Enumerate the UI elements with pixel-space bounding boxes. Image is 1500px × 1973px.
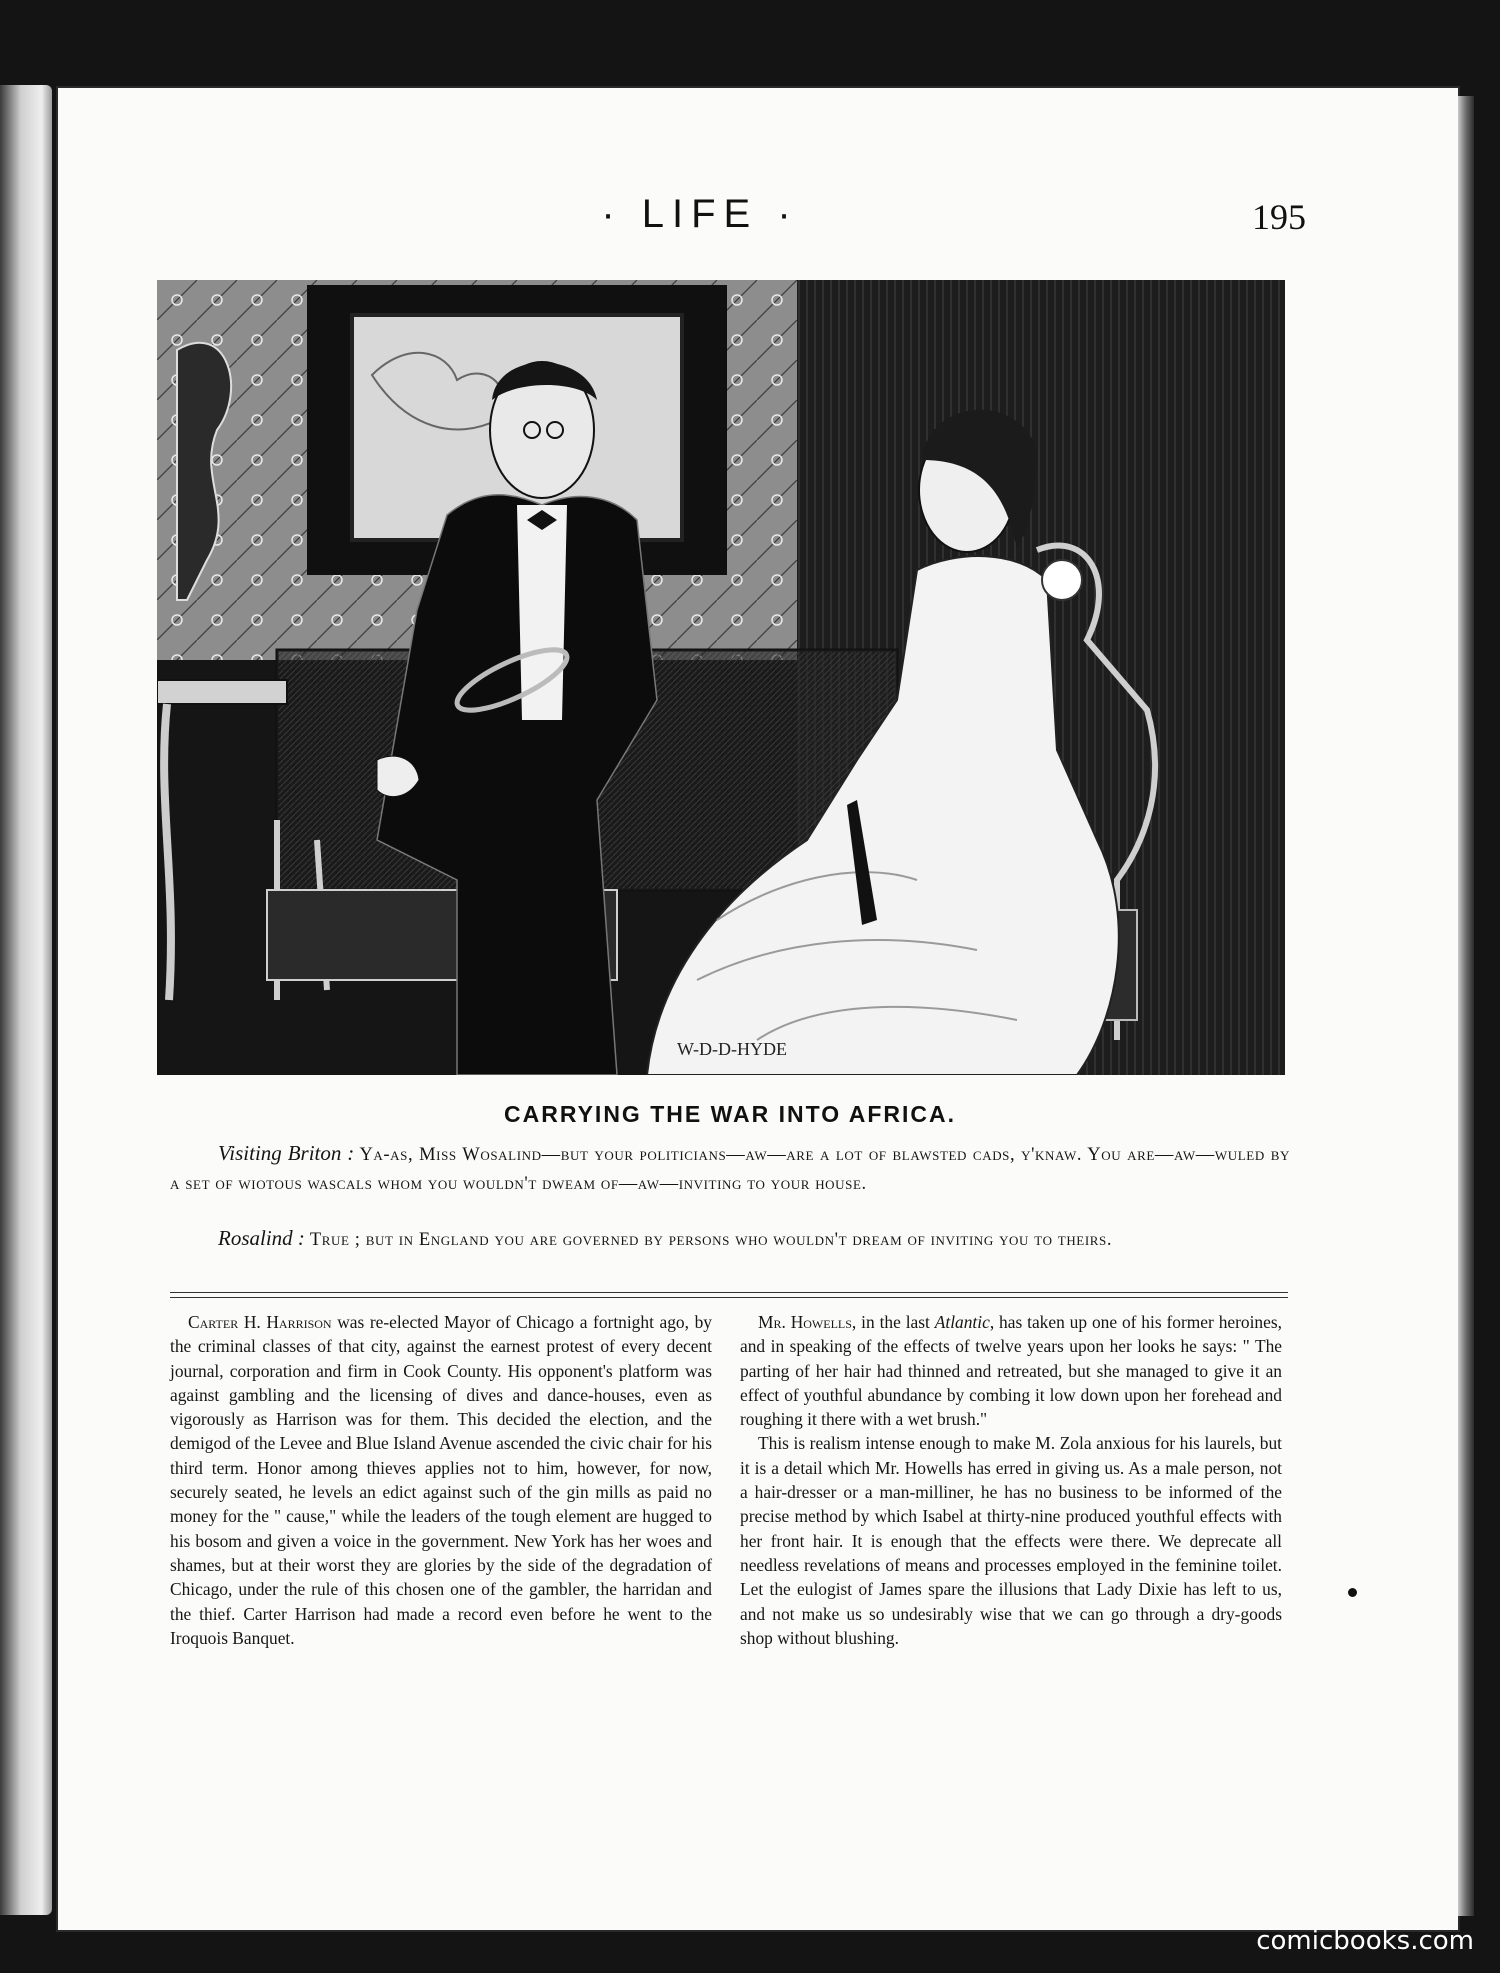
dialogue-text: Ya-as, Miss Wosalind—but your politicians—aw—are a lot of blawsted cads, y'knaw. You are—aw—wuled by a set of wiotous wascals whom you wouldn't dweam of—aw—inviting to your house. (170, 1145, 1290, 1194)
speaker-name: Rosalind : (218, 1226, 305, 1250)
article-body: in the last (861, 1312, 930, 1332)
engraving-couple-parlor-icon (157, 280, 1285, 1075)
article-body: , has taken up one of his former heroines, and in speaking of the effects of twelve years upon her looks he says: " The parting of her hair had thinned and retreated, but she managed to give it an effect of youthful abundance by combing it low down upon her forehead and roughing it there with a wet brush." (740, 1312, 1282, 1430)
article-paragraph: This is realism intense enough to make M. Zola anxious for his laurels, but it is a detail which Mr. Howells has erred in giving us. As a male person, not a hair-dresser or a man-milliner, he has no business to be informed of the precise method by which Isabel at thirty-nine produced youthful effects with her front hair. It is enough that the effects were there. We deprecate all needless revelations of means and processes employed in the feminine toilet. Let the eulogist of James spare the illusions that Lady Dixie has left to us, and not make us so undesirably wise that we can go through a dry-goods shop without blushing. (740, 1433, 1282, 1648)
speaker-name: Visiting Briton : (218, 1141, 355, 1165)
page-number: 195 (1252, 197, 1306, 237)
dialogue-rosalind (170, 1224, 1290, 1255)
article-lead: Carter H. Harrison (188, 1312, 332, 1332)
watermark: comicbooks.com (1256, 1926, 1474, 1956)
publication-title: Atlantic (934, 1312, 990, 1332)
facing-page-edge (0, 85, 52, 1915)
article-lead: Mr. Howells, (758, 1312, 857, 1332)
dialogue-text: True ; but in England you are governed by persons who wouldn't dream of inviting you to theirs. (309, 1230, 1113, 1250)
article-paragraph (740, 1310, 1282, 1431)
article-paragraph (170, 1310, 712, 1650)
article-howells (740, 1310, 1282, 1650)
divider-rule (170, 1292, 1288, 1293)
article-body: was re-elected Mayor of Chicago a fortnight ago, by the criminal classes of that city, against the earnest protest of every decent journal, corporation and firm in Cook County. His opponent's platform was against gambling and the licensing of dives and dance-houses, even as vigorously as Harrison was for them. This decided the election, and the demigod of the Levee and Blue Island Avenue ascended the civic chair for his third term. Honor among thieves applies not to him, however, for now, securely seated, he levels an edict against such of the gin mills as paid no money for the " cause," while the leaders of the tough element are hugged to his bosom and given a voice in the government. New York has her woes and shames, but at their worst they are glories by the side of the degradation of Chicago, under the rule of this chosen one of the gambler, the harridan and the thief. Carter Harrison had made a record even before he went to the Iroquois Banquet. (170, 1312, 712, 1648)
masthead: · LIFE · (601, 192, 799, 236)
page-stack-edge (1458, 96, 1474, 1916)
article-harrison (170, 1310, 712, 1650)
dialogue-briton (170, 1139, 1290, 1199)
ink-dot (1348, 1588, 1357, 1597)
illustration (157, 280, 1285, 1075)
artist-signature: W-D-D-HYDE (677, 1039, 787, 1059)
divider-rule (170, 1297, 1288, 1298)
caption-title: CARRYING THE WAR INTO AFRICA. (504, 1101, 956, 1127)
